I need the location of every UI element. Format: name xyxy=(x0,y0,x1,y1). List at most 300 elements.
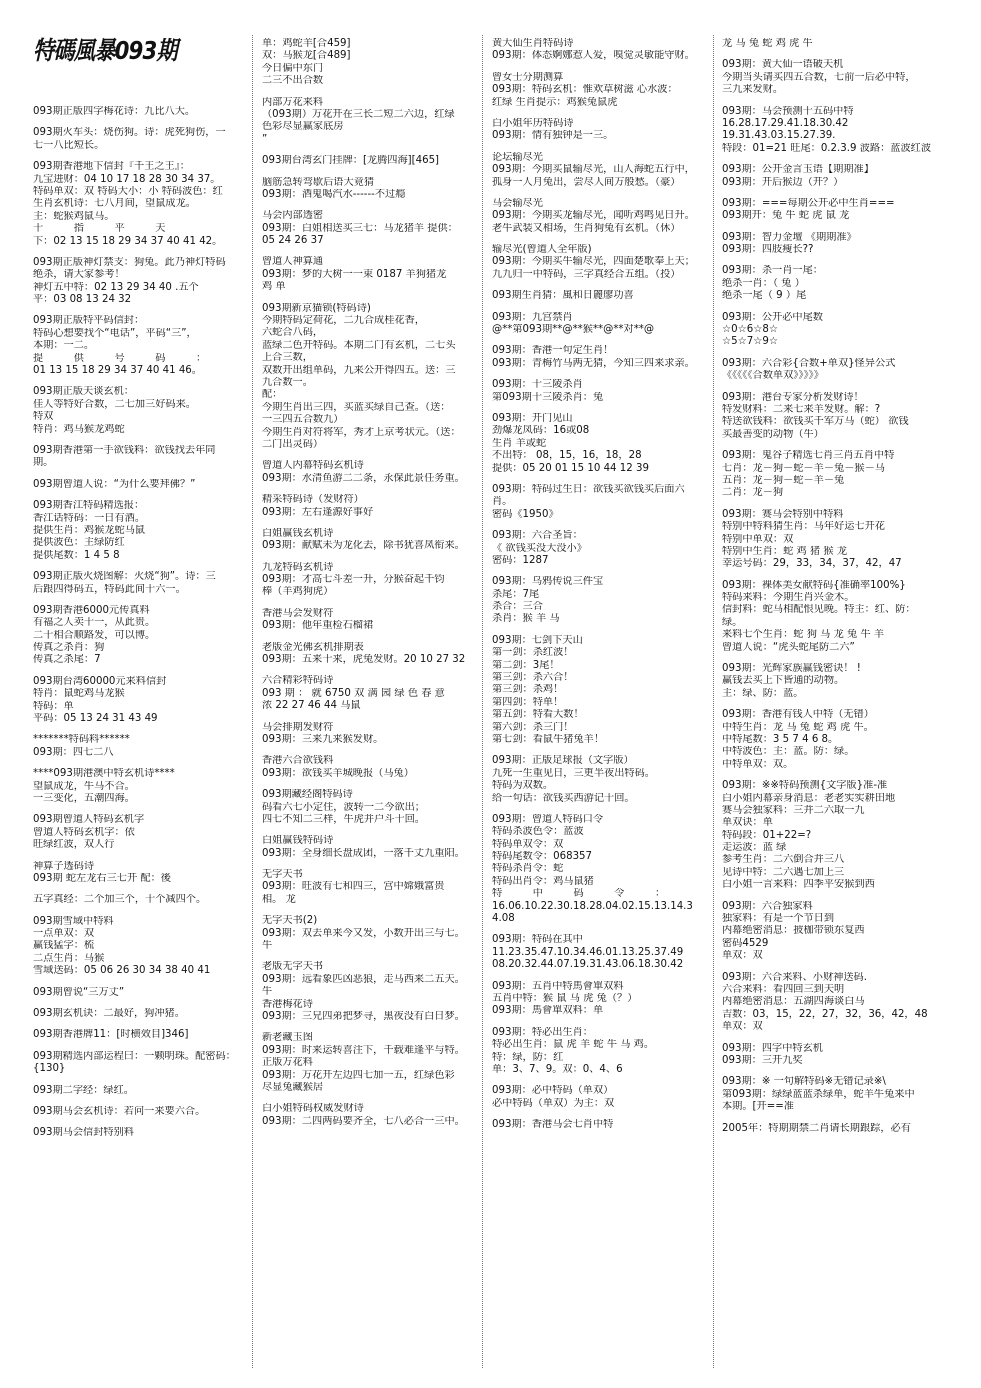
text-line: 一三四五合数九） xyxy=(262,414,344,426)
text-block xyxy=(33,106,271,118)
text-line: 信封料：蛇马相配恨见晚。特主：红、防： xyxy=(722,604,916,616)
text-block xyxy=(262,494,500,519)
text-line: 吉数：03，15，22，27，32，36，42，48 xyxy=(722,1008,928,1020)
text-block xyxy=(492,635,730,747)
text-line: 今期特码定荷花，二九合成桂花香， xyxy=(262,315,425,327)
text-line: @**第093期**@**猴**@**对**@ xyxy=(492,324,655,336)
text-line: 密码《1950》 xyxy=(492,508,559,520)
text-block xyxy=(33,861,271,886)
text-line: 提供生肖：鸡猴龙蛇马鼠 xyxy=(33,524,146,536)
text-line: 棒（羊鸡狗虎） xyxy=(262,586,334,598)
text-block xyxy=(262,869,500,906)
column-3 xyxy=(492,38,730,1141)
text-line: 11.23.35.47.10.34.46.01.13.25.37.49 xyxy=(492,946,684,958)
text-line: 二三不出合数 xyxy=(262,75,324,87)
text-line: 特码单双令：双 xyxy=(492,838,564,850)
text-line: 一点单双：双 xyxy=(33,928,95,940)
text-line: 幸运号码：29，33，34，37，42，47 xyxy=(722,558,902,570)
text-line: 参考生肖：二六倒合并三八 xyxy=(722,854,845,866)
text-line: 内部万花来料 xyxy=(262,96,324,108)
text-block xyxy=(262,675,500,712)
text-block xyxy=(722,509,960,571)
text-line: 雪域送码：05 06 26 30 34 38 40 41 xyxy=(33,965,211,977)
text-block xyxy=(722,450,960,500)
text-line: 白姐赢钱特码诗 xyxy=(262,835,334,847)
text-line: 六合精彩特码诗 xyxy=(262,675,334,687)
text-block xyxy=(33,571,271,596)
text-line: 16.06.10.22.30.18.28.04.02.15.13.14.3 xyxy=(492,900,693,912)
text-block xyxy=(492,345,730,370)
text-line: 093期藏经阁特码诗 xyxy=(262,789,353,801)
text-line: 提 供 号 码 ： xyxy=(33,352,207,364)
text-line: 093期：二四两码要齐全，七八必合一三中。 xyxy=(262,1115,465,1127)
text-block xyxy=(492,1119,730,1131)
text-line: 五肖：龙－狗－蛇－羊－兔 xyxy=(722,474,845,486)
text-line: 来料七个生肖：蛇 狗 马 龙 兔 牛 羊 xyxy=(722,629,885,641)
text-line: 望鼠成龙，牛马不合。 xyxy=(33,780,135,792)
text-line: 19.31.43.03.15.27.39. xyxy=(722,130,836,142)
text-line: 093期香港第一手欲钱料：欲钱找去年同 xyxy=(33,444,216,456)
text-line: 买最善变的动物（牛） xyxy=(722,428,824,440)
text-line: 093期二字经：绿红。 xyxy=(33,1084,134,1096)
text-line: 黄大仙生肖特码诗 xyxy=(492,38,574,49)
text-block xyxy=(33,894,271,906)
text-line: 093期：三开九奖 xyxy=(722,1054,803,1066)
text-line: {130} xyxy=(33,1063,66,1075)
text-line: 特码为双数。 xyxy=(492,780,554,792)
text-line: 特肖：鼠蛇鸡马龙猴 xyxy=(33,688,125,700)
text-block xyxy=(33,1051,271,1076)
text-line: 蓝绿二色开特码。本期二门有玄机，二七头 xyxy=(262,339,456,351)
text-line: 093期：七剑下天山 xyxy=(492,634,583,646)
text-line: 单：3、7、9。双：0、4、6 xyxy=(492,1063,623,1075)
text-line: 093期：十三陵杀肖 xyxy=(492,379,583,391)
text-block xyxy=(492,38,730,63)
text-line: 输尽光(曾道人全年版) xyxy=(492,244,592,256)
text-line: 提供：05 20 01 15 10 44 12 39 xyxy=(492,462,649,474)
text-line: 093期：今期买鼠输尽光，山人海蛇五行中， xyxy=(492,164,695,176)
text-line: 牛 xyxy=(262,986,273,998)
text-line: 今期生肖对符将军，秀才上京考状元。（送： xyxy=(262,426,461,438)
text-block xyxy=(262,97,500,147)
text-line: 093期 蛇左龙右三七开 配：後 xyxy=(33,872,171,884)
text-line: 093期：四七二八 xyxy=(33,746,114,758)
text-line: 不出特： 08，15，16，18，28 xyxy=(492,450,642,462)
text-line: 老牛武装又相场，生肖狗兔有玄机。（休） xyxy=(492,222,681,234)
text-line: 特码单双：双 特码大小：小 特码波色：红 xyxy=(33,185,223,197)
text-line: ☆5☆7☆9☆ xyxy=(722,336,778,348)
text-block xyxy=(492,312,730,337)
text-line: 4.08 xyxy=(492,913,515,925)
text-line: 093期：馬會單双料：单 xyxy=(492,1005,604,1017)
text-line: 传真之杀肖：狗 xyxy=(33,642,105,654)
text-line: 特码尾数令：068357 xyxy=(492,851,593,863)
text-line: 白小姐年历特码诗 xyxy=(492,117,574,129)
text-line: 特必出生肖：鼠 虎 羊 蛇 牛 马 鸡。 xyxy=(492,1039,655,1051)
text-line: 第七剑：看鼠牛猪兔羊！ xyxy=(492,733,605,745)
text-line: 093期：才高七斗差一升，分猴奋起千钧 xyxy=(262,574,445,586)
text-line: 093期：今期买龙输尽光，闻听鸡鸣见日升。 xyxy=(492,210,695,222)
text-block xyxy=(722,580,960,654)
text-line: 特码段：01+22=? xyxy=(722,829,812,841)
text-line: 九死一生重见日，三更半夜出特码。 xyxy=(492,767,655,779)
text-block xyxy=(33,916,271,978)
text-block xyxy=(722,972,960,1034)
text-line: 093期：五来十来，虎兔发财。20 10 27 32 xyxy=(262,654,466,666)
text-line: 杀尾：7尾 xyxy=(492,588,540,600)
text-line: 093期曾说“三万丈” xyxy=(33,986,125,998)
text-line: ☆0☆6☆8☆ xyxy=(722,324,778,336)
text-line: 十 指 平 天 xyxy=(33,223,166,235)
text-block xyxy=(722,164,960,189)
text-line: 093期：远看象匹凶恶狼，走马西来二五天。 xyxy=(262,973,465,985)
text-line: 脑筋急转弯歇后语大竟猜 xyxy=(262,176,375,188)
text-line: 佳人等特好合数，二七加三好码来。 xyxy=(33,398,196,410)
text-line: 093期：乌鸦传说三件宝 xyxy=(492,576,604,588)
text-line: 093期正版神灯禁支：狗兔。此乃神灯特码 xyxy=(33,256,226,268)
text-line: 密码：1287 xyxy=(492,554,549,566)
text-block xyxy=(33,1008,271,1020)
text-line: 093期：必中特码（单双） xyxy=(492,1085,614,1097)
text-block xyxy=(33,1106,271,1118)
text-block xyxy=(492,484,730,521)
text-line: 05 24 26 37 xyxy=(262,235,324,247)
text-block xyxy=(33,386,271,436)
text-line: 提供波色：主绿防红 xyxy=(33,537,125,549)
text-line: 第四剑：特单！ xyxy=(492,696,564,708)
text-line: 特：绿，防：红 xyxy=(492,1051,564,1063)
text-line: 香江话特码：一日有酒。 xyxy=(33,512,146,524)
text-line: 五肖中特：猴 鼠 马 虎 兔（？） xyxy=(492,993,638,1004)
text-line: 绝杀一肖：（ 兔 ） xyxy=(722,277,805,289)
text-block xyxy=(33,445,271,470)
text-line: 093期曾道人说：“为什么要拜佛？” xyxy=(33,478,196,490)
text-line: 赢钱猛字：梳 xyxy=(33,940,95,952)
text-line: 特码心想要找个“电话”，平码“三”， xyxy=(33,327,197,339)
text-line: 093期：※ 一句解特码※无错记录※\ xyxy=(722,1076,886,1088)
text-line: 093期：赛马会特别中特料 xyxy=(722,508,844,520)
text-line: 特段：01=21 旺尾：0.2.3.9 波路：蓝波红波 xyxy=(722,142,932,154)
text-line: 老版无字天书 xyxy=(262,961,324,973)
text-line: 无字天书 xyxy=(262,869,303,881)
text-line: 配： xyxy=(262,389,283,401)
text-block xyxy=(33,257,271,307)
text-line: 《 欲钱买没大没小》 xyxy=(492,542,587,554)
text-line: 单双：双 xyxy=(722,1021,763,1033)
text-block xyxy=(492,290,730,302)
text-block xyxy=(262,562,500,599)
text-line: 主：蛇猴鸡鼠马。 xyxy=(33,210,115,222)
column-1 xyxy=(33,36,271,1149)
text-line: 093期：三兄四弟把梦寻，黑夜没有白日梦。 xyxy=(262,1011,465,1022)
text-block xyxy=(722,1043,960,1068)
text-line: 老版金光佛玄机排期表 xyxy=(262,641,364,653)
text-line: 093期：四肢瘦长?? xyxy=(722,244,814,256)
text-line: 093期：===每期公开必中生肖=== xyxy=(722,197,895,209)
text-line: 093期：五肖中特馬會單双料 xyxy=(492,980,624,992)
text-line: 特码杀肖令：蛇 xyxy=(492,863,564,875)
text-line: 093期：双去单来今又发，小数开出三与七。 xyxy=(262,927,465,939)
text-line: 093期：九宫禁肖 xyxy=(492,311,573,323)
text-line: 093期新京猫锁(特码诗) xyxy=(262,302,371,314)
text-line: 特肖：鸡马猴龙鸡蛇 xyxy=(33,423,125,435)
text-line: 五字真经：二个加三个，十个减四个。 xyxy=(33,894,207,906)
text-line: 特 中 码 令 ： xyxy=(492,888,666,900)
text-line: 093期雪域中特料 xyxy=(33,915,114,927)
text-line: 093期马会信封特别料 xyxy=(33,1127,134,1139)
text-line: 论坛输尽光 xyxy=(492,151,543,163)
text-line: 第三剑：杀六合！ xyxy=(492,672,574,684)
text-block xyxy=(722,38,960,50)
text-line: 2005年：特期期禁二肖请长期跟踪，必有 xyxy=(722,1122,911,1134)
text-block xyxy=(492,1085,730,1110)
text-line: 093期：※※特码预测{文字版}准-准 xyxy=(722,780,888,792)
text-line: 中特尾数：3 5 7 4 6 8。 xyxy=(722,733,839,745)
text-block xyxy=(262,210,500,247)
text-line: 九合数一。 xyxy=(262,376,313,388)
text-line: 色彩尽显赢家底房 xyxy=(262,121,344,133)
text-block xyxy=(33,479,271,491)
text-block xyxy=(262,915,500,952)
text-line: 特送欲钱料：欲钱买千军万马（蛇） 欲钱 xyxy=(722,416,909,428)
text-block xyxy=(492,118,730,143)
text-line: 七肖：龙－狗－蛇－羊－兔－猴－马 xyxy=(722,462,885,474)
text-line: 第二剑：3尾！ xyxy=(492,659,560,671)
text-line: 二点生肖：马猴 xyxy=(33,952,105,964)
text-line: 杀合：三合 xyxy=(492,601,543,613)
text-line: 曾道人内幕特码玄机诗 xyxy=(262,460,364,472)
text-line: 牛 xyxy=(262,940,273,952)
text-line: 093期：情有独钟是一三。 xyxy=(492,130,614,142)
text-line: 中特波色：主：蓝。防：绿。 xyxy=(722,746,855,758)
text-line: 六合来料：看四回三到天明 xyxy=(722,984,845,995)
text-line: 特双 xyxy=(33,411,54,423)
text-block xyxy=(262,303,500,452)
text-line: 赢钱去买上下皆通的动物。 xyxy=(722,675,845,687)
text-block xyxy=(33,1127,271,1139)
text-line: 双：马猴龙[合489] xyxy=(262,50,351,62)
text-block xyxy=(262,789,500,826)
text-line: 16.28.17.29.41.18.30.42 xyxy=(722,117,849,129)
text-block xyxy=(722,312,960,349)
text-line: 旺绿红波，双人行 xyxy=(33,839,115,851)
text-block xyxy=(492,814,730,926)
text-block xyxy=(262,608,500,633)
text-line: 六蛇合八码， xyxy=(262,327,324,339)
text-line: 093期香江特码精选报： xyxy=(33,500,145,512)
text-line: 必中特码（单双）为主：双 xyxy=(492,1097,615,1109)
text-line: 093期开：兔 牛 蛇 虎 鼠 龙 xyxy=(722,210,850,222)
text-line: 093期：梦的大树一一束 0187 羊狗猪龙 xyxy=(262,268,447,280)
text-line: 第五剑：特看大数！ xyxy=(492,709,584,721)
text-block xyxy=(492,576,730,626)
text-block xyxy=(262,642,500,667)
text-block xyxy=(33,605,271,667)
text-block xyxy=(33,315,271,377)
text-line: 093期精选内部运程曰：一颗明珠。配密码： xyxy=(33,1050,236,1062)
text-line: 香港梅花诗 xyxy=(262,998,313,1010)
text-line: 今期当头请买四五合数，七前一后必中特， xyxy=(722,71,916,83)
text-block xyxy=(492,72,730,109)
text-line: 内幕绝密消息：五湖四海谈白马 xyxy=(722,996,865,1008)
text-line: 白姐赢钱玄机诗 xyxy=(262,527,334,539)
text-block xyxy=(33,676,271,726)
text-line: 神灯五中特：02 13 29 34 40 .五个 xyxy=(33,281,199,293)
text-line: 今期生肖出三四，买蓝买绿自己查。（送： xyxy=(262,401,451,413)
text-block xyxy=(722,232,960,257)
text-line: 01 13 15 18 29 34 37 40 41 46。 xyxy=(33,365,202,377)
text-block xyxy=(492,934,730,971)
text-block xyxy=(492,755,730,805)
text-line: *******特码料****** xyxy=(33,734,130,746)
text-line: 码看六七小定住，波转一二今欲出； xyxy=(262,801,425,813)
text-line: 单双：双 xyxy=(722,950,763,962)
text-line: 绝杀一尾（ 9 ）尾 xyxy=(722,290,807,302)
text-line: 特别中特料猜生肖：马年好运七开花 xyxy=(722,521,885,533)
text-block xyxy=(492,379,730,404)
text-line: 093期台湾60000元来料信封 xyxy=(33,675,167,687)
text-block xyxy=(262,961,500,1023)
text-line: 相。 龙 xyxy=(262,893,296,905)
text-line: 鸡 单 xyxy=(262,281,286,293)
text-line: 独家料：有是一个节日到 xyxy=(722,913,835,925)
text-line: 093期：白姐相送买三七：马龙猪羊 提供： xyxy=(262,222,458,234)
text-line: 二肖：龙－狗 xyxy=(722,487,784,499)
text-block xyxy=(262,155,500,167)
text-line: 093期：鬼谷子精选七肖三肖五肖中特 xyxy=(722,450,895,462)
text-line: 093期：开后猴边（开？） xyxy=(722,176,844,188)
text-block xyxy=(262,38,500,88)
text-block xyxy=(33,734,271,759)
text-line: 093期：开门见山 xyxy=(492,412,573,424)
text-line: 后跟四得码五，特码此间十六一。 xyxy=(33,583,186,595)
text-line: 赛马会独家料：三并二六取一九 xyxy=(722,804,865,816)
text-line: 平：03 08 13 24 32 xyxy=(33,294,132,306)
text-line: 提供尾数：1 4 5 8 xyxy=(33,549,120,561)
text-line: 093期：特码过生日：欲钱买欲钱买后面六 xyxy=(492,483,685,495)
text-block xyxy=(722,265,960,302)
text-block xyxy=(722,198,960,223)
text-line: 093期：六合来料、小财神送码. xyxy=(722,971,867,983)
text-line: 杀肖：猴 羊 马 xyxy=(492,613,560,625)
text-line: 有福之人卖十一，从此贵。 xyxy=(33,617,156,629)
text-line: 093期：欲钱买羊城晚报（马兔） xyxy=(262,767,414,779)
text-line: 093期火车头：烧伤狗。诗：虎死狗伤，一 xyxy=(33,127,226,139)
text-line: 绝杀，请大家参考！ xyxy=(33,269,125,281)
text-line: 093期：杀一肖一尾： xyxy=(722,265,823,277)
text-line: 无字天书(2) xyxy=(262,915,318,927)
text-line: 093期：青梅竹马两无猜，今知三四来求亲。 xyxy=(492,357,695,369)
text-line: 白小姐内幕亲身消息：老老实实耕田地 xyxy=(722,792,896,804)
text-line: 神算子透码诗 xyxy=(33,860,95,872)
text-line: 第六剑：杀三门！ xyxy=(492,721,574,733)
text-line: 曾女士分期测算 xyxy=(492,71,564,83)
text-block xyxy=(492,981,730,1018)
text-line: 红绿 生肖提示：鸡猴兔鼠虎 xyxy=(492,96,618,108)
text-line: 093期：六合彩{合数+单双}怪异公式 xyxy=(722,357,896,369)
text-line: 特别中生肖：蛇 鸡 猪 猴 龙 xyxy=(722,545,848,557)
text-line: 九九归一中特码，三字真经合五组。（投） xyxy=(492,268,681,280)
text-line: 093期：特码在其中 xyxy=(492,934,583,946)
text-line: 093期：四字中特玄机 xyxy=(722,1042,823,1054)
text-line: 093期台湾玄门挂牌：[龙腾四海][465] xyxy=(262,155,440,167)
text-line: 中特单双：双。 xyxy=(722,758,794,770)
text-line: 093期正版四字梅花诗：九比八大。 xyxy=(33,106,196,117)
text-line: 093期：香港一句定生肖！ xyxy=(492,345,614,357)
text-line: 二门出灵码） xyxy=(262,438,324,450)
text-line: 本期。[开==准 xyxy=(722,1101,794,1113)
text-block xyxy=(722,59,960,96)
text-block xyxy=(722,663,960,700)
text-line: 093期正版天谈玄机： xyxy=(33,386,134,398)
text-line: 093期：六合圣旨： xyxy=(492,530,583,542)
text-block xyxy=(262,1032,500,1094)
text-line: 见诗中特：二六遇七加上三 xyxy=(722,866,845,878)
text-line: 香港六合欲钱料 xyxy=(262,755,334,767)
text-line: 下：02 13 15 18 29 34 37 40 41 42。 xyxy=(33,235,223,247)
text-line: 093期：三来九来猴发财。 xyxy=(262,733,384,745)
text-line: 马会排期发财符 xyxy=(262,721,334,733)
text-block xyxy=(722,709,960,771)
text-line: 一三变化，五潮四海。 xyxy=(33,792,135,804)
text-line: 093期：体态婀娜惹人爱，嗅觉灵敏能守财。 xyxy=(492,50,695,62)
text-line: 本期：一二。 xyxy=(33,340,95,352)
text-block xyxy=(33,500,271,562)
text-line: 093期生肖猜：風和日麗廖功喜 xyxy=(492,290,634,302)
text-line: 093期：港台专家分析发财诗！ xyxy=(722,391,864,403)
text-line: 走运波：蓝 绿 xyxy=(722,842,787,854)
text-line: 093期：水清鱼游二二条，永保此景任务重。 xyxy=(262,472,465,484)
text-line: 曾道人说：“虎头蛇尾防二六” xyxy=(722,641,855,653)
text-line: 单双诀：单 xyxy=(722,817,773,829)
text-line: 093期马会玄机诗：若问一来要六合。 xyxy=(33,1106,206,1117)
text-line: 密码4529 xyxy=(722,937,769,949)
text-block xyxy=(722,358,960,383)
text-line: 093期：酒鬼喝汽水------不过瘾 xyxy=(262,188,406,200)
text-line: 特别中单双：双 xyxy=(722,533,794,545)
text-line: 093期：特码玄机：惟欢草树滋 心水波： xyxy=(492,84,678,96)
text-block xyxy=(262,460,500,485)
text-line: 浓 22 27 46 44 马鼠 xyxy=(262,700,361,712)
text-line: 正版万花料 xyxy=(262,1057,313,1069)
text-line: 白小姐一言来料：四季平安猴到西 xyxy=(722,879,875,891)
text-block xyxy=(262,1103,500,1128)
text-line: 第093期：绿绿蓝蓝杀绿单，蛇羊牛兔来中 xyxy=(722,1088,915,1100)
text-line: 093期：光辉家族赢钱密诀！ ! xyxy=(722,663,861,675)
text-line: 中特生肖：龙 马 兔 蛇 鸡 虎 牛。 xyxy=(722,721,874,733)
text-line: 093期：香港马会七肖中特 xyxy=(492,1119,614,1131)
text-line: 精采特码诗（发财符） xyxy=(262,494,364,506)
text-line: 特码出肖令：鸡马鼠猪 xyxy=(492,875,594,887)
text-line: 平码：05 13 24 31 43 49 xyxy=(33,713,158,725)
text-line: 093期玄机诀：二最好，狗冲猪。 xyxy=(33,1008,185,1020)
text-block xyxy=(33,987,271,999)
text-block xyxy=(262,177,500,202)
text-line: 093期：左右逢源好事好 xyxy=(262,506,374,518)
text-line: 香港马会发财符 xyxy=(262,607,334,619)
text-block xyxy=(33,161,271,248)
text-block xyxy=(33,127,271,152)
text-line: 上合三数， xyxy=(262,352,313,364)
text-line: 093期：香港有钱人中特（无错） xyxy=(722,709,874,721)
text-block xyxy=(722,392,960,442)
text-line: 093期：曾道人特码口令 xyxy=(492,813,604,825)
text-block xyxy=(722,901,960,963)
text-line: 曾道人神算通 xyxy=(262,256,324,268)
text-line: 双数开出组单码，九来公开得四五。送：三 xyxy=(262,364,456,376)
text-line: 九宝进财：04 10 17 18 28 30 34 37。 xyxy=(33,173,221,185)
text-line: 曾道人特码玄机字：依 xyxy=(33,826,135,838)
